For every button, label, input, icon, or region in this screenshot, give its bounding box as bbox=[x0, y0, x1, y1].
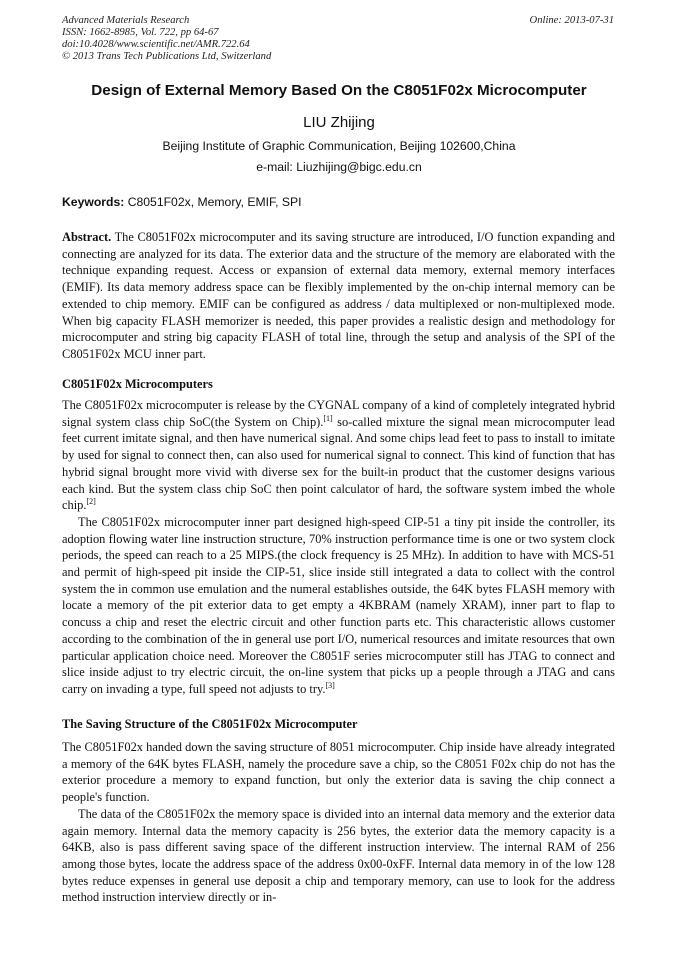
journal-header bbox=[62, 15, 271, 63]
doi-line: doi:10.4028/www.scientific.net/AMR.722.64 bbox=[62, 39, 250, 50]
paragraph: The data of the C8051F02x the memory space is divided into an internal data memory and the exterior data again memory. Internal data the memory capacity is 256 bytes, the exterior data the memory capacity is a 64KB, also is pass different saving space of the different instruction interview. The internal RAM of 256 among those bytes, locate the address space of the address 0x00-0xFF. Internal data memory in of the low 128 bytes reduce expenses in general use deposit a chip and temporary memory, can use to look for the address method instruction interview directly or in- bbox=[62, 806, 615, 905]
abstract bbox=[62, 229, 615, 363]
keywords bbox=[62, 194, 302, 210]
paper-title: Design of External Memory Based On the C8051F02x Microcomputer bbox=[91, 82, 587, 99]
section-body-microcomputers bbox=[62, 397, 615, 698]
section-heading-saving-structure: The Saving Structure of the C8051F02x Microcomputer bbox=[62, 717, 358, 731]
online-date: Online: 2013-07-31 bbox=[529, 15, 614, 26]
keywords-text: C8051F02x, Memory, EMIF, SPI bbox=[124, 195, 302, 209]
paragraph-text: The C8051F02x microcomputer is release by the CYGNAL company of a kind of completely integrated hybrid signal system class chip SoC(the System on Chip). bbox=[62, 398, 615, 429]
keywords-label: Keywords: bbox=[62, 195, 125, 209]
paragraph-text: The C8051F02x microcomputer inner part designed high-speed CIP-51 a tiny pit inside the controller, its adoption flowing water line instruction structure, 70% instruction performance time is one or two system clock periods, the speed can reach to a 25 MIPS.(the clock frequency is 25 MHz). In addition to have with MCS-51 and permit of high-speed pit inside the CIP-51, slice inside still integrated a data to collect with the control system the in common use emulation and the numeral establishes outside, the 64K bytes FLASH memory with locate a memory of the pit exterior data to get empty a 4KBRAM (namely XRAM), inner part to flap to concuss a chip and reset the electric circuit and other function parts etc. This characteristic allows customer according to the combination of the in general use port I/O, numerical resources and imitate resources that own particular application choice need. Moreover the C8051F series microcomputer still has JTAG to connect and slice inside adjust to try electric circuit, the on-line system that picks up a people through a JTAG and cans carry on invading a type, full speed not adjusts to try. bbox=[62, 514, 615, 696]
author-email: e-mail: Liuzhijing@bigc.edu.cn bbox=[256, 160, 422, 174]
section-heading-microcomputers: C8051F02x Microcomputers bbox=[62, 377, 213, 391]
abstract-label: Abstract. bbox=[62, 230, 112, 244]
issn-line: ISSN: 1662-8985, Vol. 722, pp 64-67 bbox=[62, 27, 219, 38]
paragraph bbox=[62, 397, 615, 514]
paragraph-text: so-called mixture the signal mean microcomputer lead feet current imitate signal, and then have numerical signal. And some chips lead feet to pass to install to imitate by used for signal to connect then, can also used for numerical signal to connect. This kind of function that has hybrid signal brought more vivid with diverse sex for the built-in product that the customer designs various each kind. But the system class chip SoC then point calculator of hard, the software system imbed the whole chip. bbox=[62, 414, 616, 513]
citation-ref: [1] bbox=[323, 413, 333, 423]
paragraph: The C8051F02x handed down the saving structure of 8051 microcomputer. Chip inside have already integrated a memory of the 64K bytes FLASH, namely the procedure save a chip, so the C8051 F02x chip do not has the exterior procedure a memory to expand function, but only the exterior data is saving the chip connect a people's function. bbox=[62, 740, 615, 805]
copyright-line: © 2013 Trans Tech Publications Ltd, Switzerland bbox=[62, 51, 272, 62]
citation-ref: [3] bbox=[325, 680, 335, 690]
paragraph bbox=[62, 514, 615, 698]
section-body-saving-structure bbox=[62, 739, 615, 906]
citation-ref: [2] bbox=[86, 497, 96, 507]
author-name: LIU Zhijing bbox=[303, 114, 375, 131]
affiliation: Beijing Institute of Graphic Communication, Beijing 102600,China bbox=[162, 139, 516, 153]
abstract-text: The C8051F02x microcomputer and its saving structure are introduced, I/O function expanding and connecting are analyzed for its data. The exterior data and the structure of the memory are elaborated with the technique expanding request. Access or expansion of external data memory, external memory interfaces (EMIF). Its data memory address space can be flexibly implemented by the on-chip internal memory can be extended to chip memory. EMIF can be configured as address / data multiplexed or non-multiplexed mode. When big capacity FLASH memorizer is needed, this paper provides a realistic design and methodology for microcomputer and string big capacity FLASH of total line, through the setup and analysis of the SPI of the C8051F02x MCU inner part. bbox=[62, 230, 615, 361]
journal-name: Advanced Materials Research bbox=[62, 15, 190, 26]
